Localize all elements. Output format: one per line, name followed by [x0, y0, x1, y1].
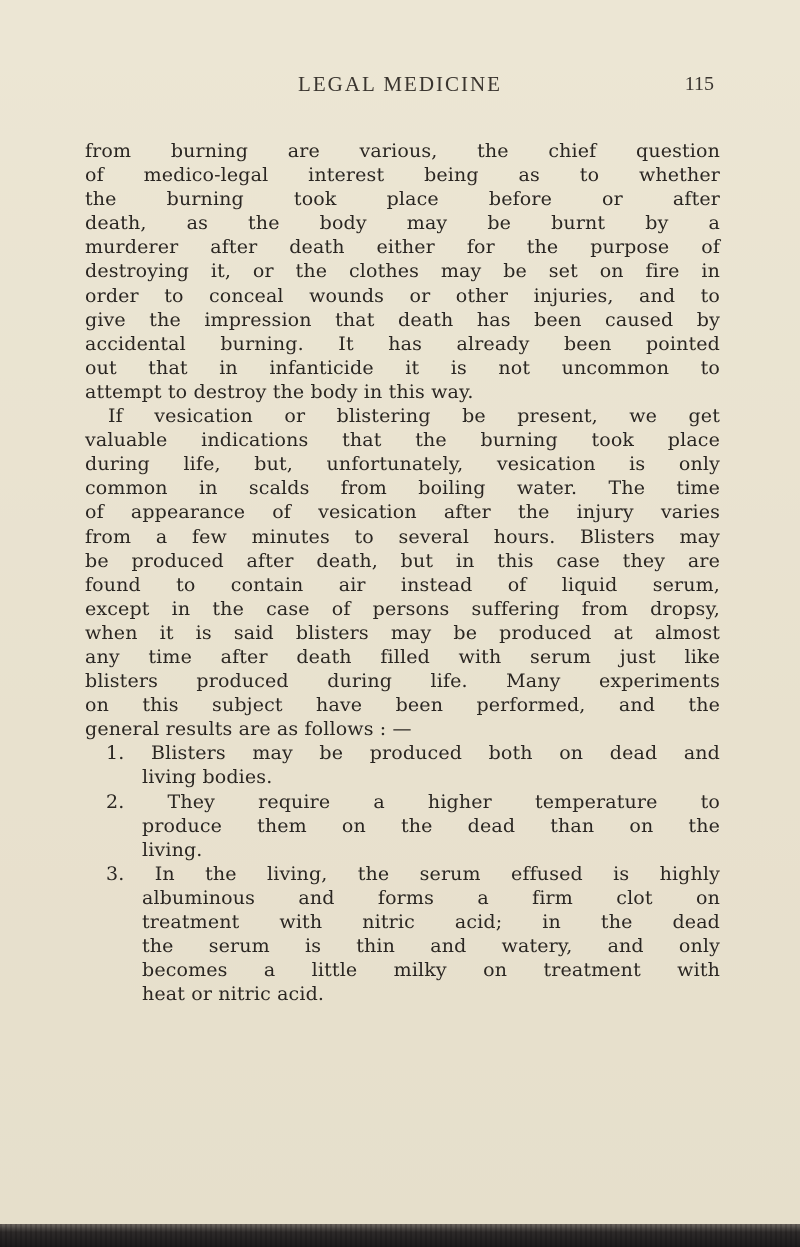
page-number: 115 — [684, 73, 714, 95]
list-item-line: 3. In the living, the serum effused is highly — [106, 862, 720, 885]
body-text — [85, 139, 720, 1006]
text-line: be produced after death, but in this case they are — [85, 549, 720, 572]
list-item-line: living. — [142, 838, 203, 861]
text-line: order to conceal wounds or other injuries, and to — [85, 284, 720, 307]
text-line: of appearance of vesication after the injury varies — [85, 501, 720, 524]
running-head — [0, 72, 800, 102]
list-item-line: produce them on the dead than on the — [142, 814, 720, 837]
text-line: murderer after death either for the purpose of — [85, 236, 720, 259]
list-item-line: the serum is thin and watery, and only — [142, 935, 720, 958]
text-line: If vesication or blistering be present, we get — [108, 405, 720, 428]
text-line: death, as the body may be burnt by a — [85, 212, 720, 235]
text-line: destroying it, or the clothes may be set on fire in — [85, 260, 720, 283]
text-line: on this subject have been performed, and the — [85, 694, 720, 717]
list-item-line: becomes a little milky on treatment with — [142, 959, 720, 982]
text-line: found to contain air instead of liquid serum, — [85, 573, 720, 596]
text-line: valuable indications that the burning took place — [85, 429, 720, 452]
text-line: out that in infanticide it is not uncommon to — [85, 356, 720, 379]
list-item-line: heat or nitric acid. — [142, 983, 325, 1006]
text-line: from burning are various, the chief question — [85, 140, 720, 162]
text-line: when it is said blisters may be produced at almost — [85, 621, 720, 644]
text-line: give the impression that death has been caused by — [85, 308, 720, 331]
text-line: attempt to destroy the body in this way. — [85, 380, 474, 403]
list-item-line: 2. They require a higher temperature to — [106, 790, 720, 813]
text-line: of medico-legal interest being as to whether — [85, 164, 720, 187]
text-line: accidental burning. It has already been pointed — [85, 332, 720, 355]
text-line: except in the case of persons suffering from dropsy, — [85, 597, 720, 620]
text-line: common in scalds from boiling water. The time — [85, 477, 720, 500]
list-item-line: treatment with nitric acid; in the dead — [142, 911, 720, 933]
running-head-title: LEGAL MEDICINE — [298, 72, 502, 96]
text-line: blisters produced during life. Many experiments — [85, 670, 720, 693]
text-line: general results are as follows : — — [85, 718, 412, 741]
list-item-line: living bodies. — [142, 766, 273, 789]
list-item-line: albuminous and forms a firm clot on — [142, 886, 720, 909]
page-bottom-edge — [0, 1224, 800, 1247]
text-line: the burning took place before or after — [85, 188, 720, 211]
text-line: during life, but, unfortunately, vesication is only — [85, 453, 720, 476]
text-line: any time after death filled with serum just like — [85, 645, 720, 668]
text-line: from a few minutes to several hours. Blisters may — [85, 525, 720, 548]
list-item-line: 1. Blisters may be produced both on dead and — [106, 742, 720, 765]
